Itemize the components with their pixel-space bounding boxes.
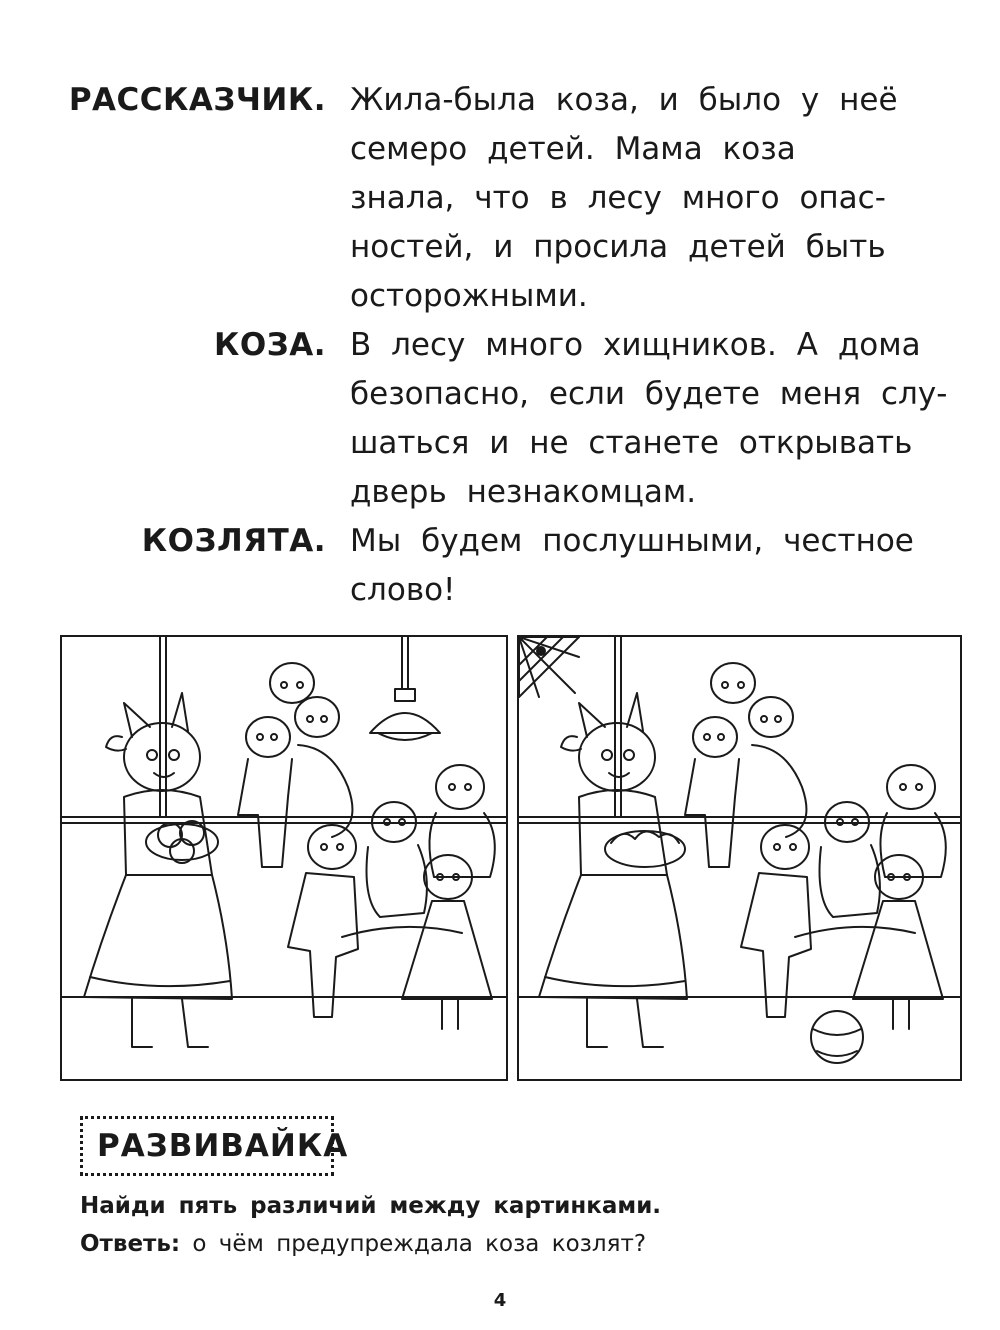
speech-text [350,321,950,517]
speaker-label: РАССКАЗЧИК. [68,82,326,118]
speech-line: знала, что в лесу много опас- [350,180,886,216]
dialogue [0,76,1000,615]
activity-title: РАЗВИВАЙКА [80,1116,334,1176]
speech-line: слово! [350,572,456,608]
kids-back-group-illustration [238,663,352,867]
speech-text [350,76,950,321]
mother-goat-illustration [539,693,687,1047]
speaker-label: КОЗЛЯТА. [141,523,326,559]
line-narrator [0,76,1000,321]
picture-right[interactable] [517,635,962,1081]
speech-text [350,517,950,615]
speech-line: безопасно, если будете меня слу- [350,376,948,412]
speech-line: Мы будем послушными, честное [350,523,914,559]
kids-front-group-illustration [741,765,946,1029]
ceiling-lamp-illustration [370,637,440,740]
activity-task-text: Найди пять различий между картинками. [80,1193,662,1219]
speech-line: ностей, и просила детей быть [350,229,886,265]
speech-line: Жила-была коза, и было у неё [350,82,898,118]
picture-left[interactable] [60,635,508,1081]
ball-illustration [811,1011,863,1063]
question-label: Ответь: [80,1231,181,1257]
activity-task [80,1190,661,1222]
kids-back-group-illustration [685,663,806,867]
speech-line: В лесу много хищников. А дома [350,327,921,363]
spider-web-illustration [519,637,579,697]
kids-front-group-illustration [288,765,495,1029]
speech-line: шаться и не станете открывать [350,425,913,461]
speech-line: осторожными. [350,278,588,314]
activity-question [80,1228,646,1260]
line-kids [0,517,1000,615]
line-goat [0,321,1000,517]
speaker-label: КОЗА. [214,327,326,363]
mother-goat-illustration [84,693,232,1047]
question-text: о чём предупреждала коза козлят? [192,1231,647,1257]
room-walls-illustration [519,637,960,997]
page-number: 4 [493,1290,507,1311]
speech-line: дверь незнакомцам. [350,474,697,510]
speech-line: семеро детей. Мама коза [350,131,796,167]
room-walls-illustration [62,637,506,997]
